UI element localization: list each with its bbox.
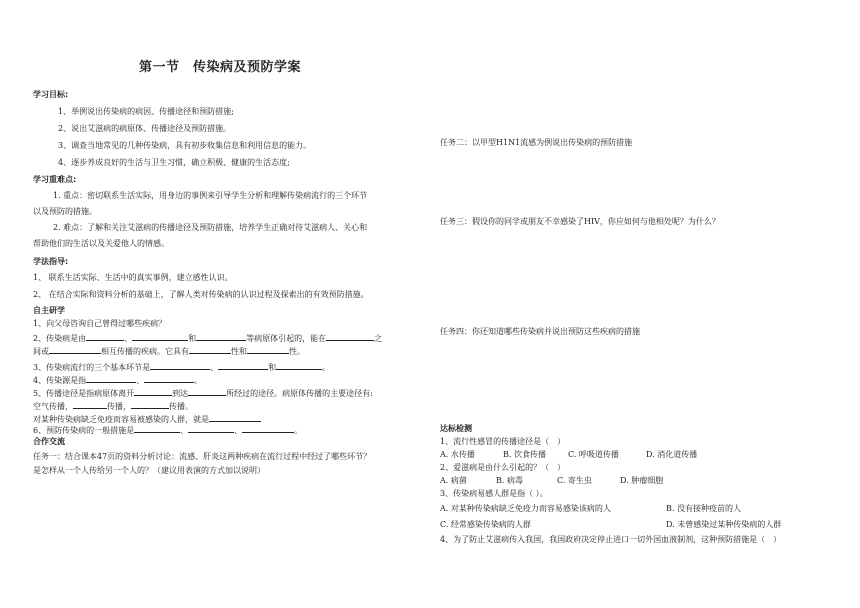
answer-blank: [247, 345, 289, 354]
quiz-option: B. 病毒: [496, 476, 523, 485]
self-study-q1: 1、向父母咨询自己曾得过哪些疾病？: [33, 319, 167, 328]
quiz-option: D. 未曾感染过某种传染病的人群: [666, 520, 782, 529]
answer-blank: [150, 361, 210, 370]
answer-blank: [276, 361, 322, 370]
task1-text: 任务一：结合课本47页的资料分析讨论：流感、肝炎这两种疾病在流行过程中经过了哪些环节？: [33, 452, 372, 461]
method-item: 1、 联系生活实际、生活中的真实事例，建立感性认识。: [33, 273, 233, 282]
quiz-option: A. 病菌: [440, 476, 467, 485]
answer-blank: [86, 374, 136, 383]
key-point-text: 1. 重点：密切联系生活实际，用身边的事例来引导学生分析和理解传染病流行的三个环节: [53, 191, 368, 200]
answer-blank: [134, 424, 180, 433]
quiz-option: B. 没有接种疫苗的人: [666, 504, 741, 513]
objective-item: 3、调查当地常见的几种传染病，具有初步收集信息和利用信息的能力。: [58, 141, 312, 150]
quiz-question: 4、为了防止艾滋病传入我国，我国政府决定停止进口一切外国血液制剂，这种预防措施是（ ）: [440, 535, 782, 544]
quiz-question: 3、传染病易感人群是指（ ）。: [440, 489, 548, 498]
quiz-option: C. 寄生虫: [557, 476, 592, 485]
quiz-option: C. 经常感染传染病的人群: [440, 520, 531, 529]
self-study-q2-line1: 2、传染病是由 、 和 等病原体引起的，能在 之: [33, 334, 383, 343]
method-heading: 学法指导:: [33, 257, 69, 266]
self-study-heading: 自主研学: [33, 306, 65, 315]
answer-blank: [188, 424, 234, 433]
self-study-q6: 6、预防传染病的一般措施是 、 、 。: [33, 426, 303, 435]
task2-text: 任务二：以甲型H1N1流感为例说出传染病的预防措施: [440, 138, 633, 147]
self-study-q5-line2: 空气传播， 传播， 传播。: [33, 402, 193, 411]
key-point-text: 2. 难点：了解和关注艾滋病的传播途径及预防措施，培养学生正确对待艾滋病人、关心和: [53, 223, 368, 232]
key-point-text: 以及预防的措施。: [33, 207, 97, 216]
answer-blank: [132, 332, 188, 341]
answer-blank: [189, 345, 231, 354]
answer-blank: [218, 361, 268, 370]
cooperation-heading: 合作交流: [33, 437, 65, 446]
answer-blank: [326, 332, 374, 341]
self-study-q5-line1: 5、传播途径是指病原体离开 到达 所经过的途径。病原体传播的主要途径有:: [33, 389, 373, 398]
answer-blank: [49, 345, 101, 354]
answer-blank: [131, 400, 169, 409]
answer-blank: [196, 332, 246, 341]
objective-item: 2、说出艾滋病的病原体、传播途径及预防措施。: [58, 124, 232, 133]
method-item: 2、 在结合实际和资料分析的基础上，了解人类对传染病的认识过程及探索出的有效预防措施。: [33, 290, 369, 299]
quiz-option: C. 呼吸道传播: [568, 450, 619, 459]
task1-text: 是怎样从一个人传给另一个人的？（建议用表演的方式加以说明）: [33, 466, 265, 475]
answer-blank: [188, 387, 226, 396]
objectives-heading: 学习目标:: [33, 90, 69, 99]
self-study-q2-line2: 间或 相互传播的疾病。它具有 性和 性。: [33, 347, 305, 356]
quiz-option: B. 饮食传播: [503, 450, 546, 459]
quiz-option: A. 对某种传染病缺乏免疫力而容易感染该病的人: [440, 504, 611, 513]
answer-blank: [86, 332, 124, 341]
quiz-question: 2、爱滋病是由什么引起的？（ ）: [440, 463, 566, 472]
answer-blank: [144, 374, 194, 383]
answer-blank: [209, 413, 261, 422]
self-study-q5-line3: 对某种传染病缺乏免疫而容易被感染的人群，就是: [33, 413, 261, 425]
answer-blank: [134, 387, 172, 396]
quiz-question: 1、流行性感冒的传播途径是（ ）: [440, 437, 566, 446]
task3-text: 任务三：假设你的同学或朋友不幸感染了HIV，你应如何与他相处呢？为什么？: [440, 217, 720, 226]
quiz-option: D. 消化道传播: [646, 450, 698, 459]
key-point-text: 帮助他们的生活以及关爱他人的情感。: [33, 239, 169, 248]
quiz-option: A. 水传播: [440, 450, 475, 459]
self-study-q4: 4、传染源是指 、 。: [33, 376, 203, 385]
self-study-q3: 3、传染病流行的三个基本环节是 、 和 。: [33, 363, 331, 372]
objective-item: 4、逐步养成良好的生活与卫生习惯，确立积极、健康的生活态度;: [58, 158, 290, 167]
quiz-heading: 达标检测: [440, 424, 472, 433]
objective-item: 1、举例说出传染病的病因、传播途径和预防措施;: [58, 107, 234, 116]
answer-blank: [242, 424, 294, 433]
key-points-heading: 学习重难点:: [33, 175, 77, 184]
task4-text: 任务四：你还知道哪些传染病并说出预防这些疾病的措施: [440, 327, 640, 336]
page-title: 第一节 传染病及预防学案: [139, 60, 302, 75]
answer-blank: [73, 400, 107, 409]
quiz-option: D. 肿瘤细胞: [620, 476, 664, 485]
